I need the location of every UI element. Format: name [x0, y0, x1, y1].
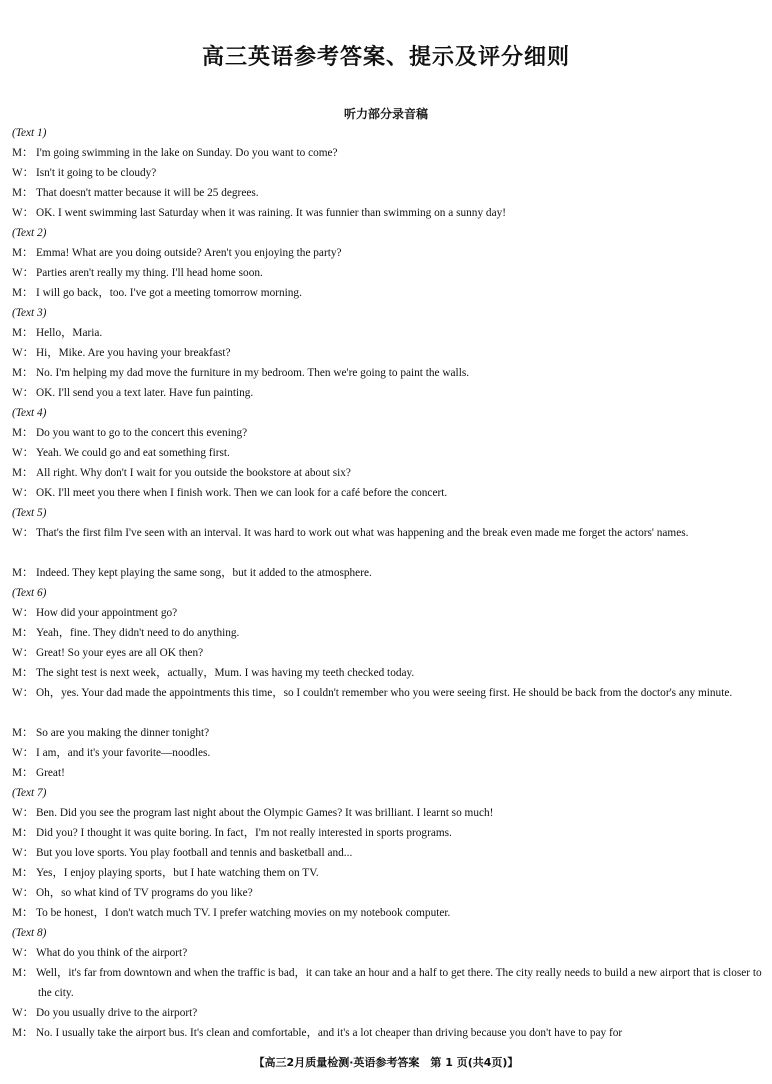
dialogue-text: Do you want to go to the concert this evening? [36, 427, 248, 439]
speaker-label: W： [12, 747, 34, 759]
transcript-line [12, 1003, 764, 1023]
text-section-header: (Text 2) [12, 227, 47, 239]
transcript-line [12, 823, 764, 843]
transcript-line [12, 163, 764, 183]
transcript-line [12, 443, 764, 463]
transcript-line [12, 143, 764, 163]
speaker-label: M： [12, 967, 34, 979]
text-section-header: (Text 3) [12, 307, 47, 319]
text-section-header: (Text 5) [12, 507, 47, 519]
speaker-label: W： [12, 447, 34, 459]
speaker-label: M： [12, 327, 34, 339]
transcript-line [12, 1023, 764, 1043]
dialogue-text: I am，and it's your favorite—noodles. [36, 747, 211, 759]
speaker-label: M： [12, 1027, 34, 1039]
dialogue-text: Indeed. They kept playing the same song，but it added to the atmosphere. [36, 567, 372, 579]
speaker-label: W： [12, 647, 34, 659]
page-footer: 【高三2月质量检测·英语参考答案 第 1 页(共4页)】 [253, 1056, 519, 1069]
speaker-label: M： [12, 147, 34, 159]
dialogue-text: Oh，yes. Your dad made the appointments this time，so I couldn't remember who you were seeing first. He should be back from the doctor's any minute. [36, 687, 733, 699]
transcript-line [12, 803, 764, 823]
dialogue-text: Yes，I enjoy playing sports，but I hate watching them on TV. [36, 867, 319, 879]
dialogue-text: Did you? I thought it was quite boring. In fact，I'm not really interested in sports programs. [36, 827, 452, 839]
speaker-label: W： [12, 847, 34, 859]
speaker-label: W： [12, 267, 34, 279]
transcript-line [12, 343, 764, 363]
transcript-line [12, 883, 764, 903]
transcript-line [12, 743, 764, 763]
transcript-line [12, 683, 764, 723]
dialogue-text: Ben. Did you see the program last night about the Olympic Games? It was brilliant. I learnt so much! [36, 807, 494, 819]
speaker-label: M： [12, 427, 34, 439]
section-title: 听力部分录音稿 [343, 107, 428, 121]
speaker-label: M： [12, 627, 34, 639]
speaker-label: M： [12, 727, 34, 739]
transcript-line [12, 843, 764, 863]
speaker-label: W： [12, 487, 34, 499]
transcript-line [12, 383, 764, 403]
transcript-line [12, 663, 764, 683]
speaker-label: M： [12, 287, 34, 299]
transcript-line [12, 323, 764, 343]
dialogue-text: Oh，so what kind of TV programs do you like? [36, 887, 253, 899]
dialogue-text: I will go back，too. I've got a meeting tomorrow morning. [36, 287, 302, 299]
transcript [12, 123, 764, 1043]
speaker-label: M： [12, 467, 34, 479]
transcript-line [12, 283, 764, 303]
speaker-label: W： [12, 607, 34, 619]
speaker-label: M： [12, 567, 34, 579]
dialogue-text: OK. I'll send you a text later. Have fun painting. [36, 387, 254, 399]
speaker-label: W： [12, 887, 34, 899]
transcript-line [12, 243, 764, 263]
text-section-header: (Text 1) [12, 127, 47, 139]
dialogue-text: Well，it's far from downtown and when the traffic is bad，it can take an hour and a half to get there. The city really needs to build a new airport that is closer to the city. [36, 967, 762, 999]
dialogue-text: To be honest，I don't watch much TV. I prefer watching movies on my notebook computer. [36, 907, 451, 919]
text-section-header: (Text 7) [12, 787, 47, 799]
transcript-line [12, 463, 764, 483]
dialogue-text: I'm going swimming in the lake on Sunday. Do you want to come? [36, 147, 338, 159]
speaker-label: W： [12, 807, 34, 819]
dialogue-text: The sight test is next week，actually，Mum. I was having my teeth checked today. [36, 667, 415, 679]
text-section-header: (Text 4) [12, 407, 47, 419]
speaker-label: M： [12, 667, 34, 679]
dialogue-text: That doesn't matter because it will be 25 degrees. [36, 187, 259, 199]
transcript-line [12, 623, 764, 643]
speaker-label: W： [12, 527, 34, 539]
speaker-label: M： [12, 367, 34, 379]
text-section-header: (Text 6) [12, 587, 47, 599]
transcript-line [12, 763, 764, 783]
dialogue-text: Hello，Maria. [36, 327, 103, 339]
dialogue-text: But you love sports. You play football and tennis and basketball and... [36, 847, 353, 859]
dialogue-text: Isn't it going to be cloudy? [36, 167, 157, 179]
transcript-line [12, 863, 764, 883]
transcript-line [12, 263, 764, 283]
dialogue-text: So are you making the dinner tonight? [36, 727, 210, 739]
transcript-line [12, 523, 764, 563]
speaker-label: M： [12, 827, 34, 839]
dialogue-text: All right. Why don't I wait for you outside the bookstore at about six? [36, 467, 351, 479]
dialogue-text: OK. I'll meet you there when I finish work. Then we can look for a café before the concert. [36, 487, 448, 499]
dialogue-text: Parties aren't really my thing. I'll head home soon. [36, 267, 263, 279]
dialogue-text: No. I'm helping my dad move the furniture in my bedroom. Then we're going to paint the walls. [36, 367, 470, 379]
speaker-label: M： [12, 767, 34, 779]
dialogue-text: How did your appointment go? [36, 607, 178, 619]
speaker-label: M： [12, 247, 34, 259]
dialogue-text: Great! [36, 767, 65, 779]
dialogue-text: Great! So your eyes are all OK then? [36, 647, 204, 659]
dialogue-text: That's the first film I've seen with an interval. It was hard to work out what was happening and the break even made me forget the actors' names. [36, 527, 689, 539]
dialogue-text: No. I usually take the airport bus. It's clean and comfortable，and it's a lot cheaper than driving because you don't have to pay for [36, 1027, 623, 1039]
transcript-line [12, 723, 764, 743]
dialogue-text: Yeah. We could go and eat something first. [36, 447, 230, 459]
dialogue-text: Hi，Mike. Are you having your breakfast? [36, 347, 231, 359]
page-title: 高三英语参考答案、提示及评分细则 [201, 45, 570, 70]
speaker-label: M： [12, 907, 34, 919]
transcript-line [12, 363, 764, 383]
dialogue-text: Emma! What are you doing outside? Aren't you enjoying the party? [36, 247, 342, 259]
transcript-line [12, 423, 764, 443]
transcript-line [12, 483, 764, 503]
transcript-line [12, 643, 764, 663]
text-section-header: (Text 8) [12, 927, 47, 939]
dialogue-text: Yeah，fine. They didn't need to do anything. [36, 627, 240, 639]
transcript-line [12, 943, 764, 963]
speaker-label: W： [12, 387, 34, 399]
transcript-line [12, 603, 764, 623]
speaker-label: M： [12, 867, 34, 879]
transcript-line [12, 203, 764, 223]
transcript-line [12, 963, 764, 1003]
speaker-label: W： [12, 687, 34, 699]
dialogue-text: What do you think of the airport? [36, 947, 188, 959]
dialogue-text: OK. I went swimming last Saturday when it was raining. It was funnier than swimming on a sunny day! [36, 207, 507, 219]
speaker-label: W： [12, 947, 34, 959]
speaker-label: W： [12, 1007, 34, 1019]
speaker-label: W： [12, 207, 34, 219]
speaker-label: W： [12, 347, 34, 359]
speaker-label: W： [12, 167, 34, 179]
transcript-line [12, 563, 764, 583]
speaker-label: M： [12, 187, 34, 199]
transcript-line [12, 903, 764, 923]
dialogue-text: Do you usually drive to the airport? [36, 1007, 198, 1019]
transcript-line [12, 183, 764, 203]
